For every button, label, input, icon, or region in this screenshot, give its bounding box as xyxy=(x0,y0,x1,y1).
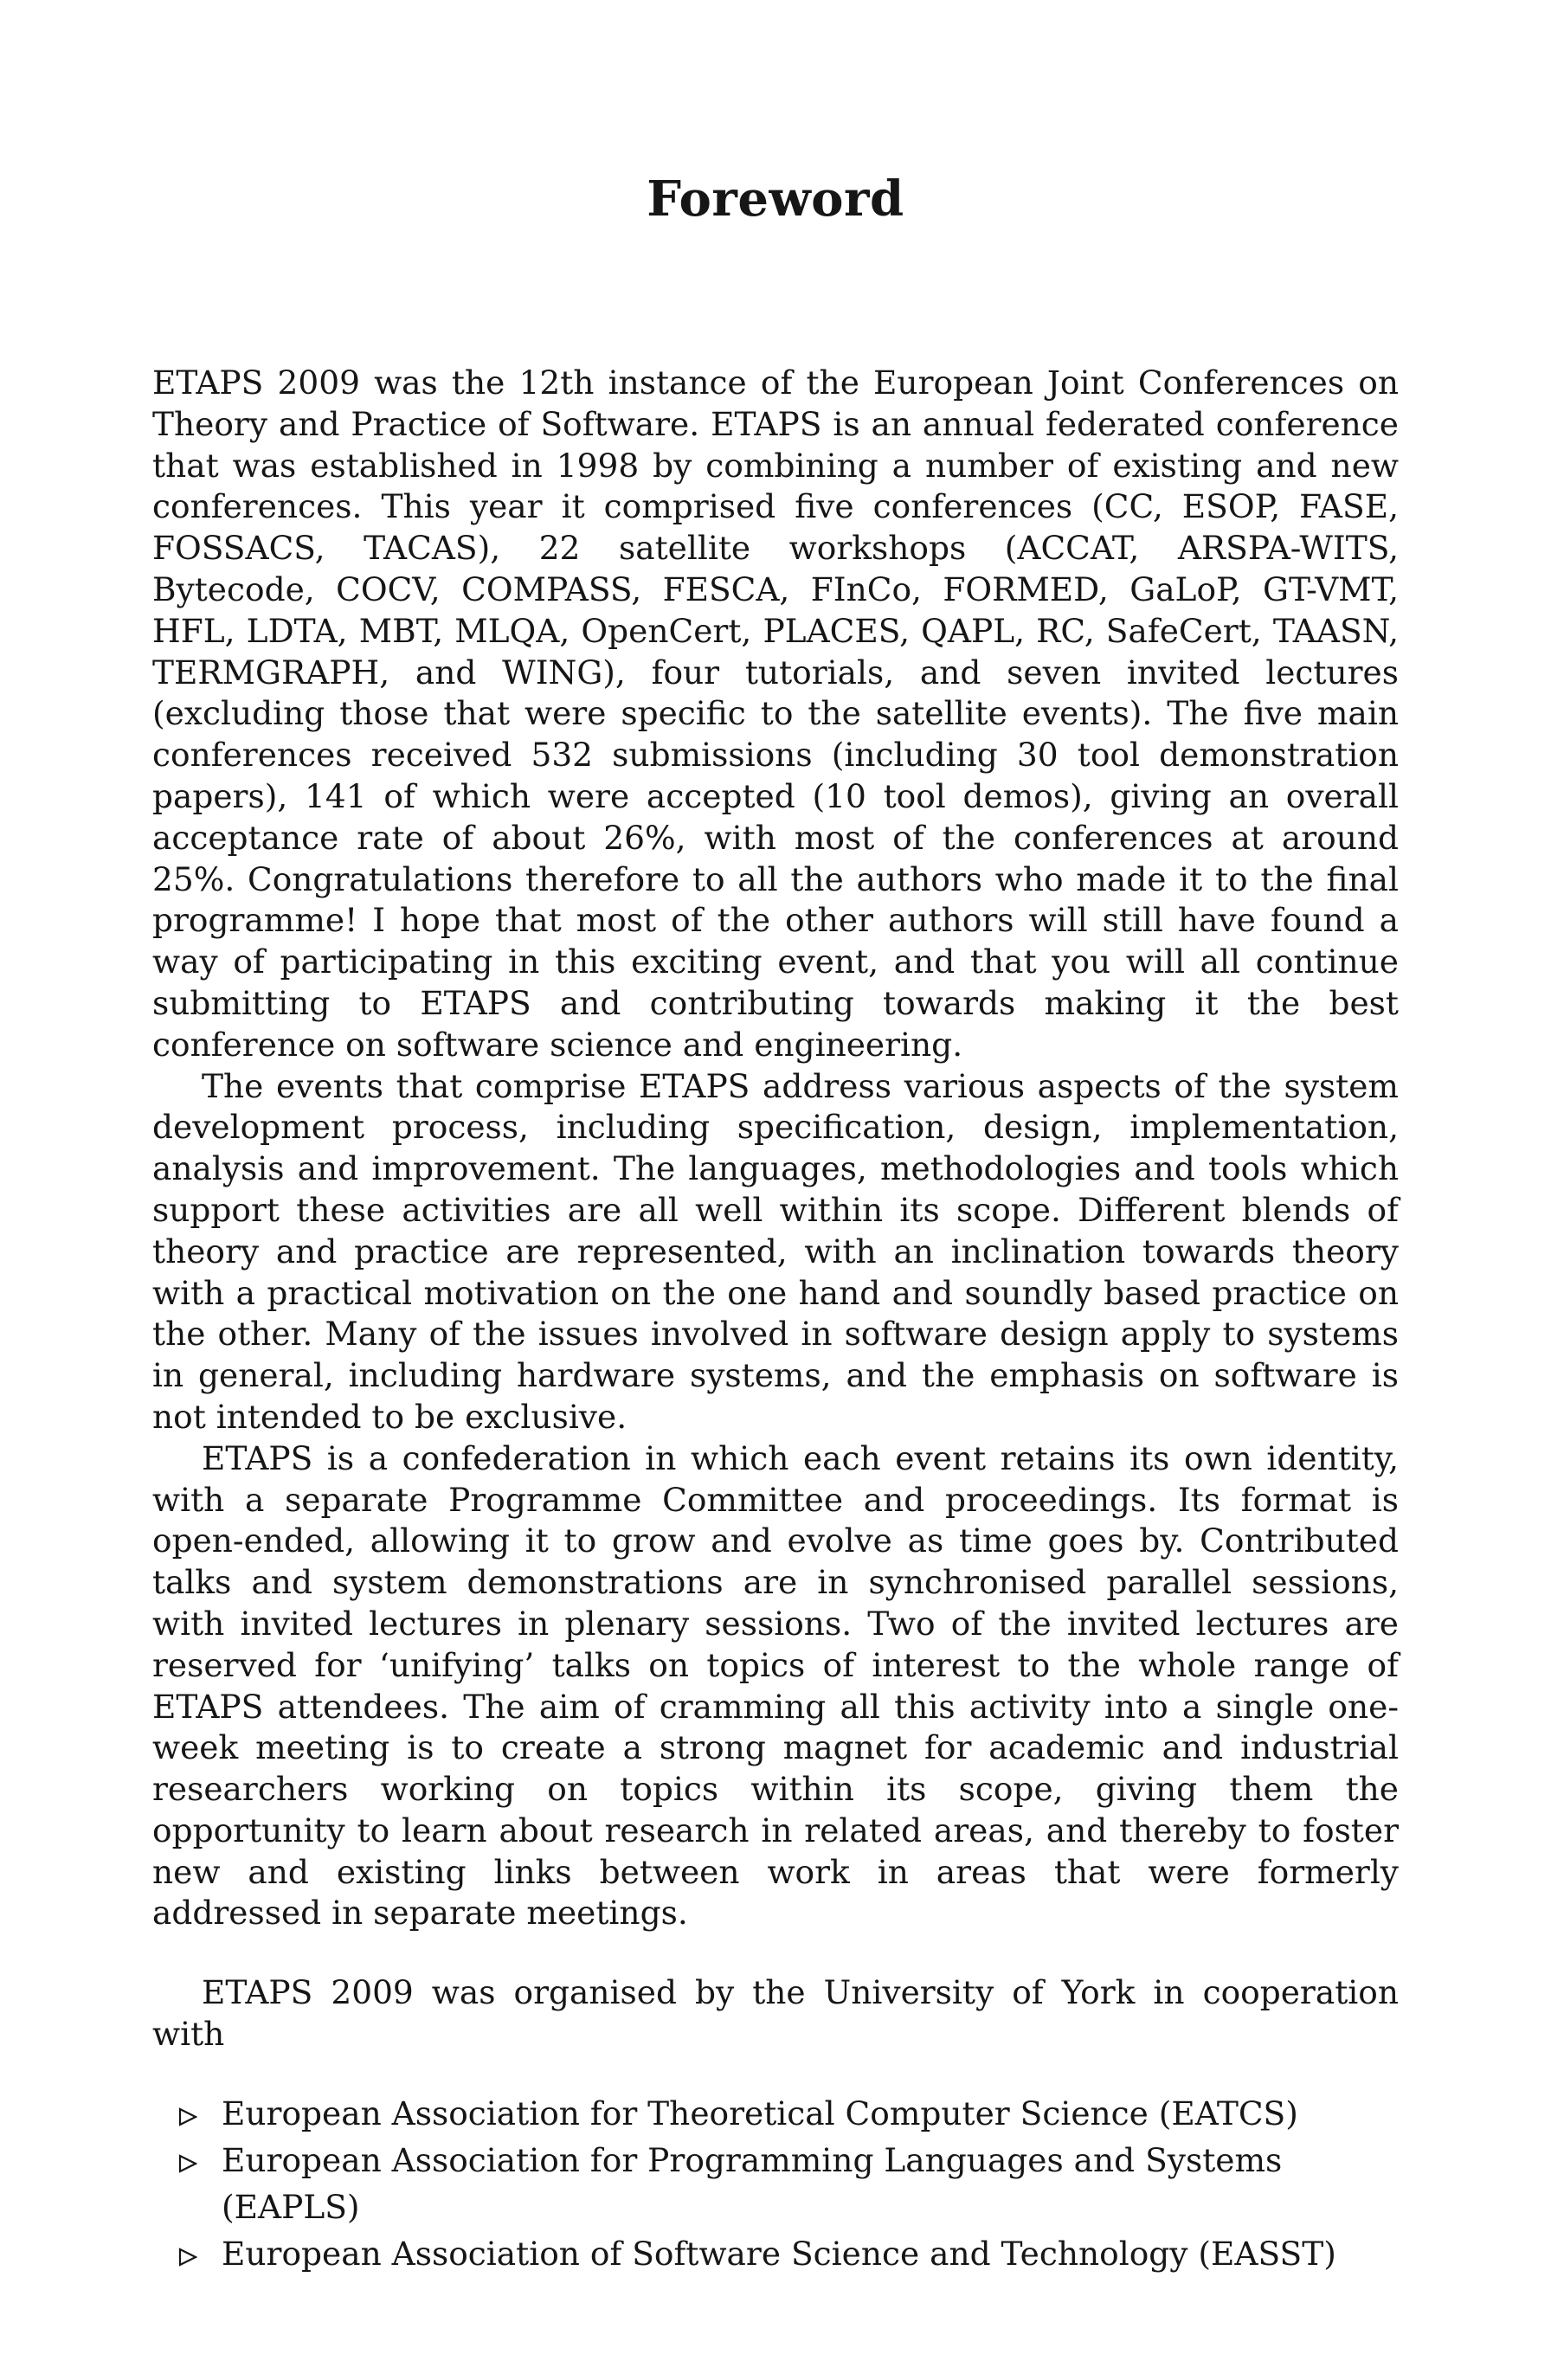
list-item xyxy=(152,2230,1399,2277)
paragraph-scope: The events that comprise ETAPS address various aspects of the system development process, including specification, design, implementation, analysis and improvement. The languages, methodologies and tools which support these activities are all well within its scope. Different blends of theory and practice are represented, with an inclination towards theory with a practical motivation on the one hand and soundly based practice on the other. Many of the issues involved in software design apply to systems in general, including hardware systems, and the emphasis on software is not intended to be exclusive. xyxy=(152,1066,1399,1436)
list-item xyxy=(152,2090,1399,2137)
paragraph-intro: ETAPS 2009 was the 12th instance of the European Joint Conferences on Theory and Practice of Software. ETAPS is an annual federated conference that was established in 1998 by combining a number of existing and new conferences. This year it comprised five conferences (CC, ESOP, FASE, FOSSACS, TACAS), 22 satellite workshops (ACCAT, ARSPA-WITS, Bytecode, COCV, COMPASS, FESCA, FInCo, FORMED, GaLoP, GT-VMT, HFL, LDTA, MBT, MLQA, OpenCert, PLACES, QAPL, RC, SafeCert, TAASN, TERMGRAPH, and WING), four tutorials, and seven invited lectures (excluding those that were specific to the satellite events). The five main conferences received 532 submissions (including 30 tool demonstration papers), 141 of which were accepted (10 tool demos), giving an overall acceptance rate of about 26%, with most of the conferences at around 25%. Congratulations therefore to all the authors who made it to the final programme! I hope that most of the other authors will still have found a way of participating in this exciting event, and that you will all continue submitting to ETAPS and contributing towards making it the best conference on software science and engineering. xyxy=(152,363,1399,1064)
page-title: Foreword xyxy=(647,170,904,228)
body-text xyxy=(152,363,1399,2277)
triangle-right-outline-icon xyxy=(178,2090,211,2137)
list-item-text: European Association of Software Science and Technology (EASST) xyxy=(222,2234,1336,2273)
triangle-right-outline-icon xyxy=(178,2230,211,2277)
triangle-right-outline-icon xyxy=(178,2137,211,2184)
list-item xyxy=(152,2137,1399,2230)
list-item-text: European Association for Programming Languages and Systems (EAPLS) xyxy=(222,2140,1283,2226)
paragraph-organised-by: ETAPS 2009 was organised by the University of York in cooperation with xyxy=(152,1973,1399,2054)
paragraph-confederation: ETAPS is a confederation in which each event retains its own identity, with a separate Programme Committee and proceedings. Its format is open-ended, allowing it to grow and evolve as time goes by. Contributed talks and system demonstrations are in synchronised parallel sessions, with invited lectures in plenary sessions. Two of the invited lectures are reserved for ‘unifying’ talks on topics of interest to the whole range of ETAPS attendees. The aim of cramming all this activity into a single one-week meeting is to create a strong magnet for academic and industrial researchers working on topics within its scope, giving them the opportunity to learn about research in related areas, and thereby to foster new and existing links between work in areas that were formerly addressed in separate meetings. xyxy=(152,1438,1399,1933)
organisation-list xyxy=(152,2090,1399,2277)
list-item-text: European Association for Theoretical Computer Science (EATCS) xyxy=(222,2094,1298,2132)
